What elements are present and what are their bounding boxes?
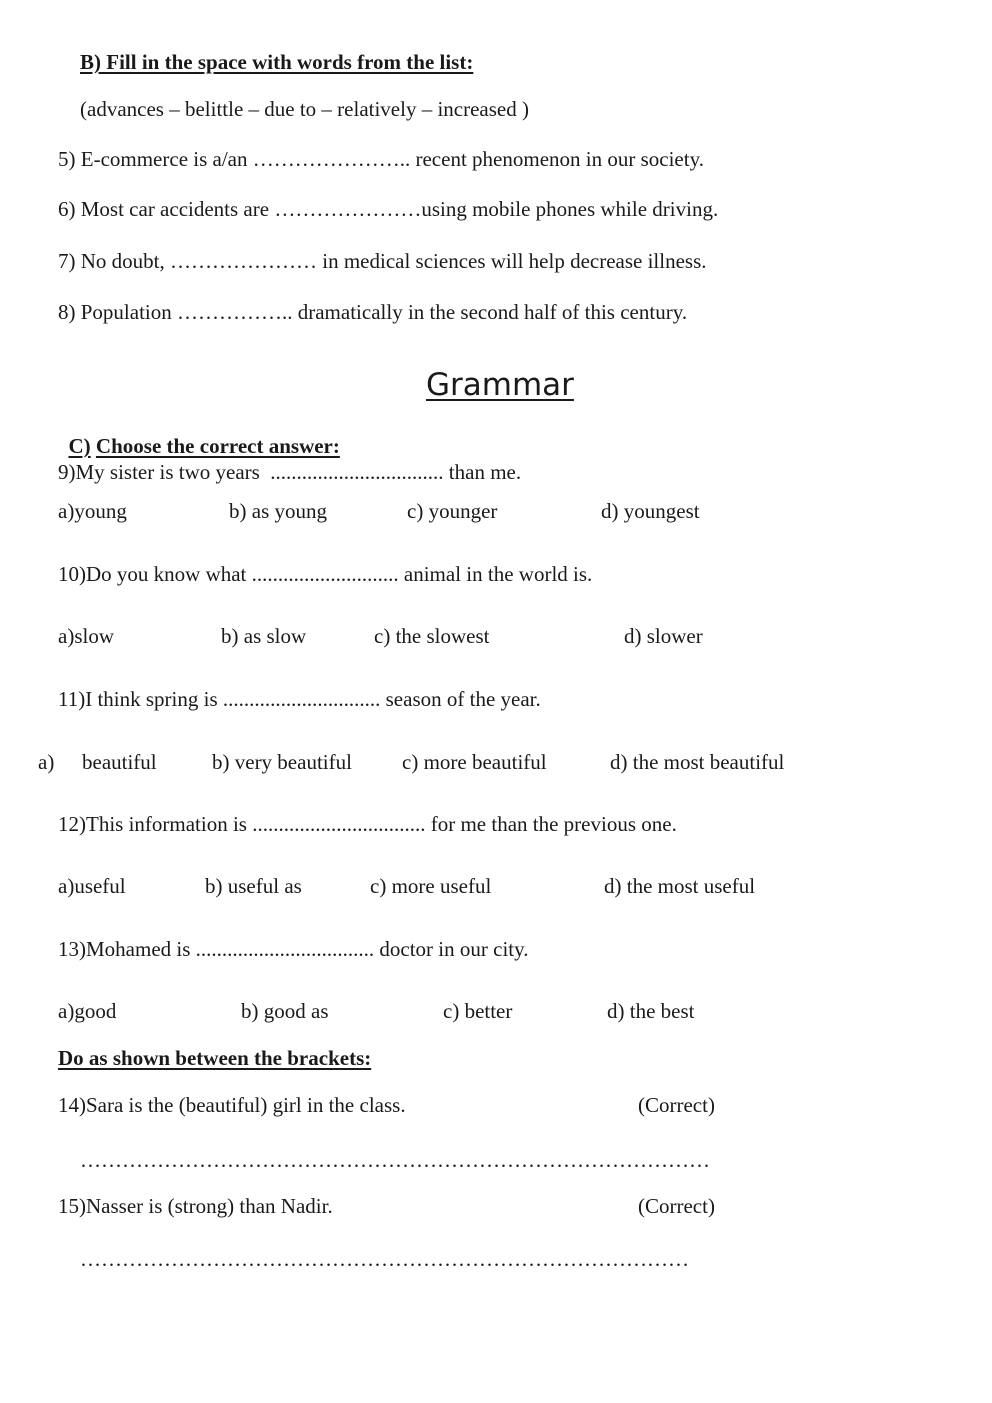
section-d-heading: Do as shown between the brackets:: [58, 1046, 372, 1070]
question-9: 9)My sister is two years ................................. than me.: [58, 460, 522, 484]
question-11: 11)I think spring is .............................. season of the year.: [58, 687, 541, 711]
q13-option-c: c) better: [443, 999, 513, 1023]
q9-option-c: c) younger: [407, 499, 498, 523]
grammar-title: Grammar: [426, 367, 574, 403]
q11-option-c: c) more beautiful: [402, 750, 547, 774]
fill-item-8: 8) Population …………….. dramatically in the second half of this century.: [58, 300, 688, 324]
q11-option-d: d) the most beautiful: [610, 750, 785, 774]
q11-option-b: b) very beautiful: [212, 750, 352, 774]
question-15: 15)Nasser is (strong) than Nadir.: [58, 1194, 333, 1218]
question-14: 14)Sara is the (beautiful) girl in the class.: [58, 1093, 406, 1117]
q12-option-d: d) the most useful: [604, 874, 756, 898]
question-10: 10)Do you know what ............................ animal in the world is.: [58, 562, 593, 586]
question-13: 13)Mohamed is .................................. doctor in our city.: [58, 937, 529, 961]
q15-answer-line[interactable]: ……………………………………………………………………………: [80, 1247, 689, 1271]
section-c-label: C): [68, 434, 91, 458]
q14-answer-line[interactable]: ………………………………………………………………………………: [80, 1148, 710, 1172]
word-list: (advances – belittle – due to – relatively – increased ): [80, 97, 529, 121]
q11-option-a: beautiful: [82, 750, 157, 774]
fill-item-6: 6) Most car accidents are …………………using mobile phones while driving.: [58, 197, 719, 221]
q12-option-c: c) more useful: [370, 874, 492, 898]
fill-item-7: 7) No doubt, ………………… in medical sciences will help decrease illness.: [58, 249, 707, 273]
section-c-heading: [58, 415, 340, 457]
q10-option-c: c) the slowest: [374, 624, 490, 648]
question-12: 12)This information is ................................. for me than the previous one.: [58, 812, 677, 836]
q11-option-a-label: a): [38, 750, 55, 774]
q9-option-d: d) youngest: [601, 499, 700, 523]
q10-option-d: d) slower: [624, 624, 703, 648]
q12-option-b: b) useful as: [205, 874, 302, 898]
fill-item-5: 5) E-commerce is a/an ………………….. recent phenomenon in our society.: [58, 147, 704, 171]
q12-option-a: a)useful: [58, 874, 126, 898]
q10-option-b: b) as slow: [221, 624, 307, 648]
q13-option-b: b) good as: [241, 999, 329, 1023]
q15-instruction: (Correct): [638, 1194, 715, 1218]
q10-option-a: a)slow: [58, 624, 114, 648]
q9-option-b: b) as young: [229, 499, 327, 523]
q13-option-a: a)good: [58, 999, 117, 1023]
q14-instruction: (Correct): [638, 1093, 715, 1117]
section-c-title: Choose the correct answer:: [95, 434, 340, 458]
q13-option-d: d) the best: [607, 999, 695, 1023]
section-b-heading: B) Fill in the space with words from the list:: [80, 50, 474, 74]
q9-option-a: a)young: [58, 499, 127, 523]
